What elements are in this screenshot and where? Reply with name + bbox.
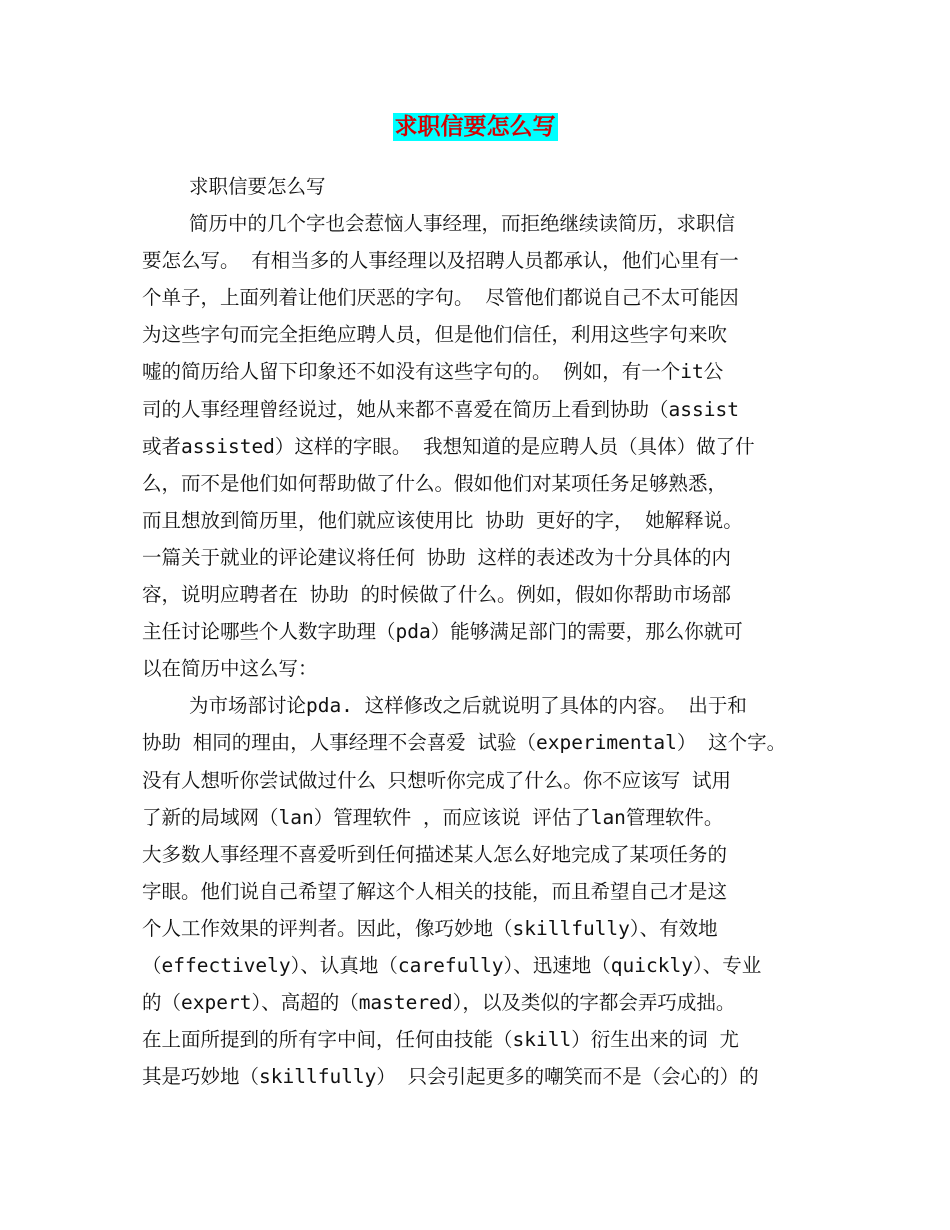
body-line: 了新的局域网（lan）管理软件 ，而应该说 评估了lan管理软件。: [142, 805, 724, 829]
body-line: 字眼。他们说自己希望了解这个人相关的技能，而且希望自己才是这: [142, 879, 728, 903]
body-line: 而且想放到简历里，他们就应该使用比 协助 更好的字， 她解释说。: [142, 508, 743, 532]
body-line: 为这些字句而完全拒绝应聘人员，但是他们信任，利用这些字句来吹: [142, 323, 728, 347]
body-line: 以在简历中这么写：: [142, 657, 318, 681]
body-line: 司的人事经理曾经说过，她从来都不喜爱在简历上看到协助（assist: [142, 397, 739, 421]
body-line: 要怎么写。 有相当多的人事经理以及招聘人员都承认，他们心里有一: [142, 249, 739, 273]
body-line: 大多数人事经理不喜爱听到任何描述某人怎么好地完成了某项任务的: [142, 842, 728, 866]
body-line: 容，说明应聘者在 协助 的时候做了什么。例如，假如你帮助市场部: [142, 583, 731, 607]
body-line: 一篇关于就业的评论建议将任何 协助 这样的表述改为十分具体的内: [142, 545, 731, 569]
title-container: [0, 113, 950, 141]
body-line: 为市场部讨论pda. 这样修改之后就说明了具体的内容。 出于和: [142, 694, 747, 718]
body-line: 主任讨论哪些个人数字助理（pda）能够满足部门的需要，那么你就可: [142, 620, 743, 644]
body-line: 求职信要怎么写: [142, 175, 326, 198]
body-line: 其是巧妙地（skillfully） 只会引起更多的嘲笑而不是（会心的）的: [142, 1065, 759, 1089]
body-line: 或者assisted）这样的字眼。 我想知道的是应聘人员（具体）做了什: [142, 434, 755, 458]
body-line: 个单子，上面列着让他们厌恶的字句。 尽管他们都说自己不太可能因: [142, 286, 739, 310]
body-line: 么，而不是他们如何帮助做了什么。假如他们对某项任务足够熟悉，: [142, 471, 728, 495]
body-line: 的（expert）、高超的（mastered），以及类似的字都会弄巧成拙。: [142, 991, 736, 1015]
body-line: （effectively）、认真地（carefully）、迅速地（quickly）、专业: [142, 953, 762, 977]
body-line: 在上面所提到的所有字中间，任何由技能（skill）衍生出来的词 尤: [142, 1028, 739, 1052]
body-line: 简历中的几个字也会惹恼人事经理，而拒绝继续读简历，求职信: [142, 212, 735, 236]
body-line: 个人工作效果的评判者。因此，像巧妙地（skillfully）、有效地: [142, 916, 718, 940]
body-line: 协助 相同的理由，人事经理不会喜爱 试验（experimental） 这个字。: [142, 731, 787, 755]
document-body: [142, 168, 822, 1095]
document-title: 求职信要怎么写: [394, 113, 556, 140]
body-line: 没有人想听你尝试做过什么 只想听你完成了什么。你不应该写 试用: [142, 768, 731, 792]
body-line: 嘘的简历给人留下印象还不如没有这些字句的。 例如，有一个it公: [142, 360, 724, 384]
